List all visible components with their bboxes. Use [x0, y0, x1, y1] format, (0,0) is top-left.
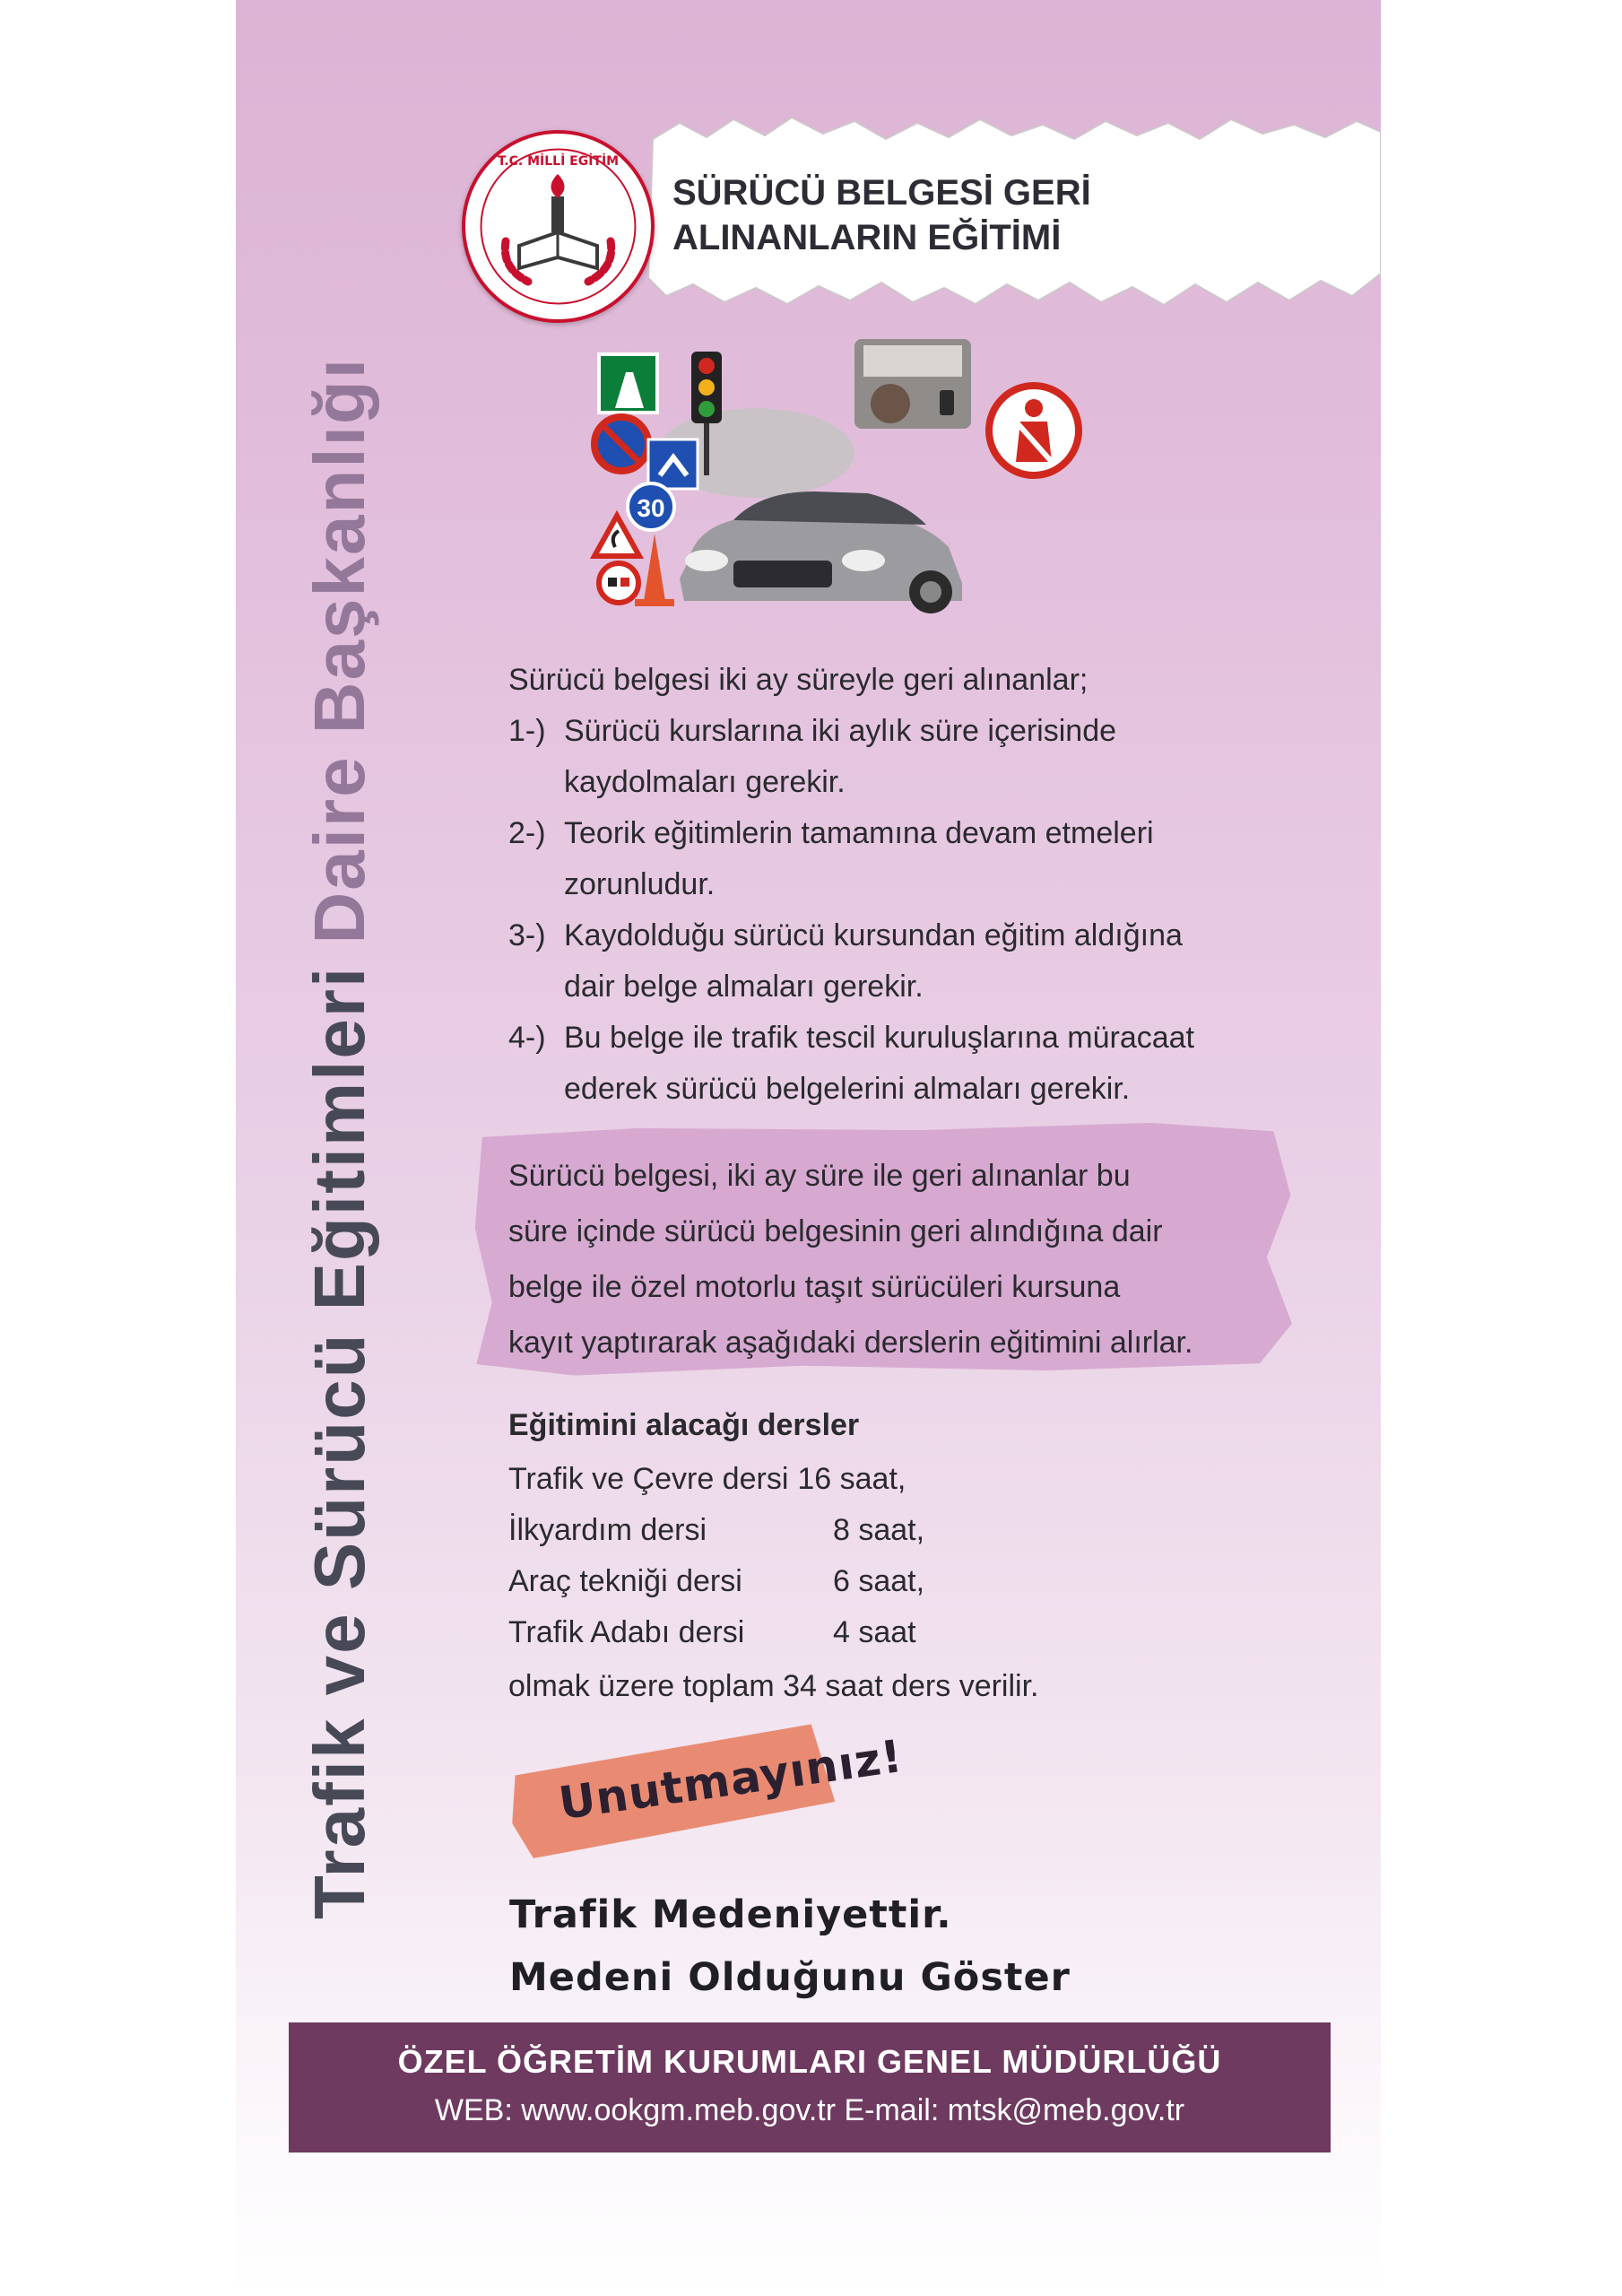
no-parking-sign-icon [594, 417, 648, 471]
ministry-seal-logo [462, 130, 655, 323]
list-item-line1: Kaydolduğu sürücü kursundan eğitim aldığına [564, 918, 1183, 952]
highlight-line: süre içinde sürücü belgesinin geri alındığına dair [508, 1214, 1163, 1248]
course-name: Trafik ve Çevre dersi [508, 1462, 789, 1496]
slogan [509, 1883, 1071, 2009]
reminder-tag [504, 1722, 906, 1860]
footer-contact: WEB: www.ookgm.meb.gov.tr E-mail: mtsk@meb.gov.tr [434, 2093, 1185, 2127]
intro-text: Sürücü belgesi iki ay süreyle geri alınanlar; [508, 663, 1089, 697]
banner-title [672, 170, 1139, 260]
list-item [508, 910, 1194, 1013]
list-item-number: 3-) [508, 918, 546, 952]
speed-limit-sign-icon [628, 483, 674, 530]
highlight-line: belge ile özel motorlu taşıt sürücüleri kursuna [508, 1270, 1121, 1304]
traffic-scene [581, 332, 1083, 628]
highlight-line: kayıt yaptırarak aşağıdaki derslerin eğitimini alırlar. [508, 1326, 1193, 1360]
list-item-line2: ederek sürücü belgelerini almaları gerekir. [564, 1072, 1131, 1106]
banner-title-line2: ALINANLARIN EĞİTİMİ [672, 218, 1062, 257]
highlight-line: Sürücü belgesi, iki ay süre ile geri alınanlar bu [508, 1159, 1131, 1193]
side-title-accent: Daire Başkanlığı [299, 357, 379, 944]
list-item-number: 4-) [508, 1021, 546, 1055]
traffic-illustration [581, 332, 1083, 628]
course-row [508, 1607, 1038, 1658]
slogan-line2: Medeni Olduğunu Göster [509, 1955, 1071, 2000]
list-item-number: 1-) [508, 714, 546, 748]
requirements-list [508, 706, 1194, 1115]
course-name: Trafik Adabı dersi [508, 1615, 745, 1649]
list-item-number: 2-) [508, 816, 546, 850]
svg-text:30: 30 [637, 494, 665, 522]
course-name: Araç tekniği dersi [508, 1564, 742, 1598]
seal-emblem-icon [465, 134, 651, 319]
courses-total: olmak üzere toplam 34 saat ders verilir. [508, 1669, 1039, 1703]
course-name: İlkyardım dersi [508, 1513, 707, 1547]
list-item [508, 706, 1194, 808]
reminder-text: Unutmayınız! [555, 1729, 906, 1831]
footer-title: ÖZEL ÖĞRETİM KURUMLARI GENEL MÜDÜRLÜĞÜ [397, 2043, 1222, 2080]
list-item-line1: Sürücü kurslarına iki aylık süre içerisinde [564, 714, 1117, 748]
blue-direction-sign-icon [648, 439, 698, 489]
list-item [508, 1013, 1194, 1115]
list-item-line2: dair belge almaları gerekir. [564, 970, 924, 1004]
course-hours: 16 saat, [797, 1462, 906, 1496]
svg-text:T.C. MİLLİ EĞİTİM: T.C. MİLLİ EĞİTİM [497, 154, 620, 169]
slogan-line1: Trafik Medeniyettir. [509, 1892, 952, 1937]
seat-belt-sign-icon [989, 386, 1079, 475]
course-row [508, 1505, 1038, 1556]
banner-title-line1: SÜRÜCÜ BELGESİ GERİ [672, 173, 1091, 213]
courses-heading: Eğitimini alacağı dersler [508, 1408, 860, 1442]
course-hours: 6 saat, [833, 1564, 925, 1598]
traffic-cone-icon [635, 534, 674, 606]
side-title-main: Trafik ve Sürücü Eğitimleri [299, 944, 379, 1919]
course-row [508, 1454, 1038, 1505]
course-hours: 8 saat, [833, 1513, 925, 1547]
side-title [299, 357, 381, 1919]
list-item [508, 808, 1194, 910]
highlight-paragraph [508, 1148, 1193, 1370]
list-item-line2: zorunludur. [564, 867, 716, 901]
footer-bar [289, 2022, 1331, 2152]
highway-sign-icon [599, 354, 657, 413]
list-item-line1: Teorik eğitimlerin tamamına devam etmeleri [564, 816, 1154, 850]
flyer [236, 0, 1381, 2296]
course-hours: 4 saat [833, 1615, 916, 1649]
list-item-line1: Bu belge ile trafik tescil kuruluşlarına müracaat [564, 1021, 1194, 1055]
course-row [508, 1556, 1038, 1607]
no-overtaking-sign-icon [599, 563, 638, 603]
sports-car-icon [680, 491, 962, 613]
list-item-line2: kaydolmaları gerekir. [564, 765, 846, 799]
courses-section [508, 1408, 1038, 1714]
